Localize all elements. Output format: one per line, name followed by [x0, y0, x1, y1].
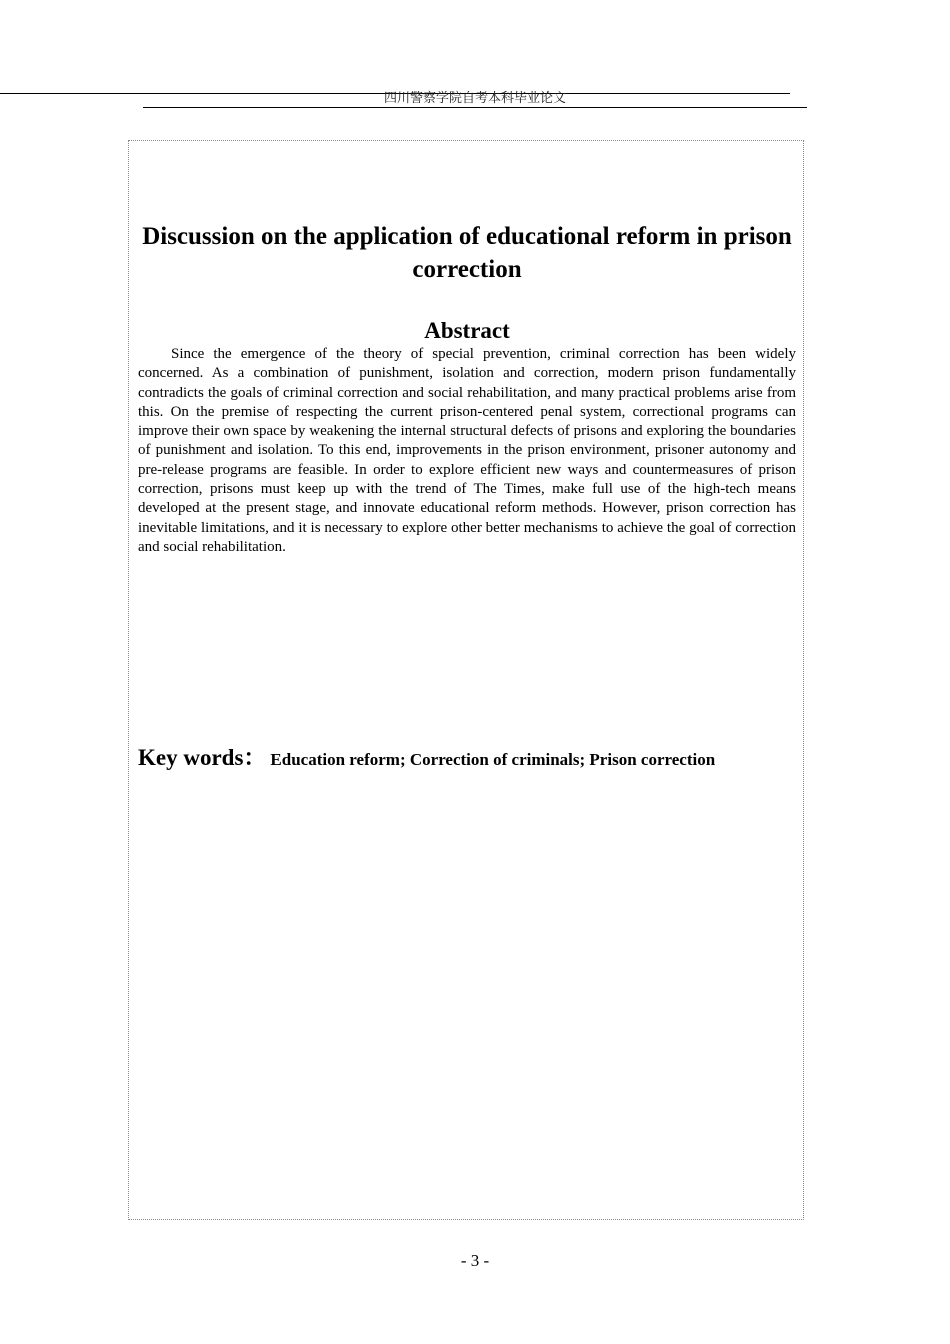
running-header: 四川警察学院自考本科毕业论文 — [383, 91, 566, 106]
keywords-line — [138, 742, 808, 776]
page-number: - 3 - — [460, 1251, 490, 1270]
keywords-label: Key words： — [138, 745, 267, 770]
abstract-heading: Abstract — [424, 318, 510, 343]
abstract-body: Since the emergence of the theory of special prevention, criminal correction has been widely concerned. As a combination of punishment, isolation and correction, modern prison fundamentally contradicts the goals of criminal correction and social rehabilitation, and many practical problems arise from this. On the premise of respecting the current prison-centered penal system, correctional programs can improve their own space by weakening the internal structural defects of prisons and exploring the boundaries of punishment and isolation. To this end, improvements in the prison environment, prisoner autonomy and pre-release programs are feasible. In order to explore efficient new ways and countermeasures of prison correction, prisons must keep up with the trend of The Times, make full use of the high-tech means developed at the present stage, and innovate educational reform methods. However, prison correction has inevitable limitations, and it is necessary to explore other better mechanisms to achieve the goal of correction and social rehabilitation. — [138, 346, 796, 555]
header-rule-bottom — [143, 107, 807, 108]
keywords-values: Education reform; Correction of criminals; Prison correction — [270, 750, 716, 769]
content-frame — [128, 140, 804, 1220]
document-title: Discussion on the application of educational reform in prison correction — [142, 223, 792, 283]
